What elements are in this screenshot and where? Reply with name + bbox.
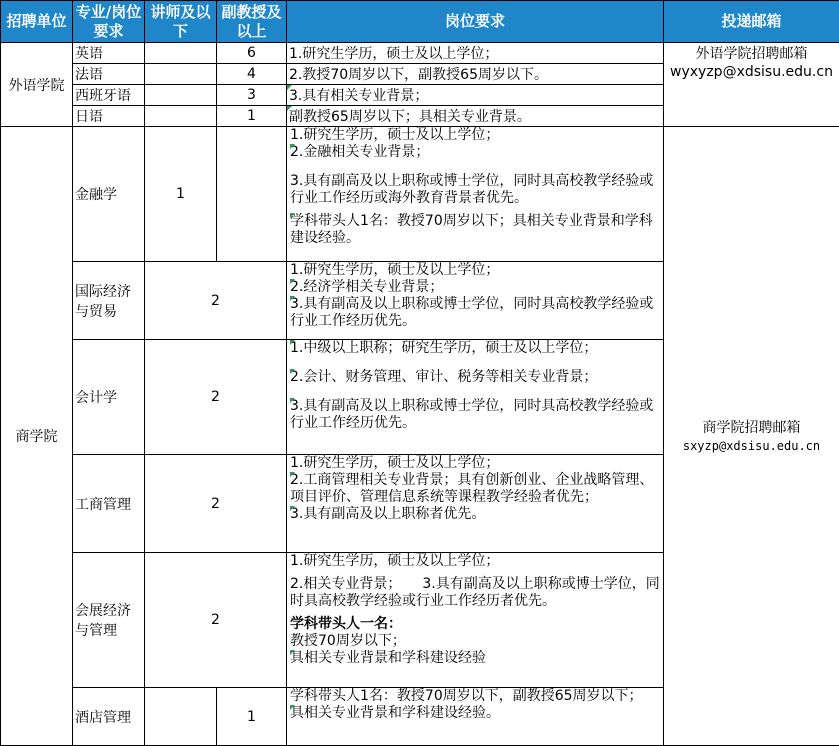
lecturer-count bbox=[145, 43, 217, 64]
requirement-line: 2.金融相关专业背景； bbox=[290, 144, 661, 161]
requirement-line: 学科带头人一名： bbox=[290, 616, 661, 633]
associate-count: 1 bbox=[217, 688, 287, 746]
requirement-line: 具相关专业背景和学科建设经验 bbox=[290, 650, 661, 667]
requirement-line: 教授70周岁以下； bbox=[290, 633, 661, 650]
position-count: 2 bbox=[145, 262, 287, 340]
lecturer-count: 1 bbox=[145, 127, 217, 262]
unit-cell: 外语学院 bbox=[1, 43, 73, 127]
lecturer-count bbox=[145, 106, 217, 127]
requirement-cell bbox=[287, 127, 664, 262]
requirement-cell: 1.研究生学历，硕士及以上学位； bbox=[287, 43, 664, 64]
associate-count: 4 bbox=[217, 64, 287, 85]
table-row bbox=[1, 127, 839, 262]
requirement-line: 3.具有副高及以上职称者优先。 bbox=[290, 506, 661, 523]
major-cell: 金融学 bbox=[73, 127, 145, 262]
requirement-line: 1.研究生学历，硕士及以上学位； bbox=[290, 127, 661, 144]
associate-count: 6 bbox=[217, 43, 287, 64]
lecturer-count bbox=[145, 64, 217, 85]
requirement-cell bbox=[287, 262, 664, 340]
header-lecturer: 讲师及以下 bbox=[145, 1, 217, 43]
requirement-line: 具相关专业背景和学科建设经验。 bbox=[290, 705, 661, 722]
requirement-line: 学科带头人1名：教授70周岁以下；具相关专业背景和学科建设经验。 bbox=[290, 213, 661, 247]
unit-cell: 商学院 bbox=[1, 127, 73, 746]
header-major: 专业/岗位要求 bbox=[73, 1, 145, 43]
requirement-line: 2.会计、财务管理、审计、税务等相关专业背景； bbox=[290, 369, 661, 386]
associate-count bbox=[217, 127, 287, 262]
requirement-line: 2.相关专业背景； 3.具有副高及以上职称或博士学位，同时具高校教学经验或行业工作经历者优先。 bbox=[290, 576, 661, 610]
requirement-line: 1.研究生学历，硕士及以上学位； bbox=[290, 262, 661, 279]
requirement-line: 3.具有副高及以上职称或博士学位，同时具高校教学经验或行业工作经历优先。 bbox=[290, 398, 661, 432]
requirement-line: 3.具有副高及以上职称或博士学位，同时具高校教学经验或行业工作经历或海外教育背景者优先。 bbox=[290, 173, 661, 207]
requirement-line: 1.研究生学历，硕士及以上学位； bbox=[290, 455, 661, 472]
table-row bbox=[1, 43, 839, 64]
email-address[interactable]: sxyzp@xdsisu.edu.cn bbox=[666, 437, 837, 455]
header-requirements: 岗位要求 bbox=[287, 1, 664, 43]
associate-count: 3 bbox=[217, 85, 287, 106]
header-row bbox=[1, 1, 839, 43]
lecturer-count bbox=[145, 85, 217, 106]
email-cell bbox=[664, 43, 839, 127]
major-cell: 会展经济与管理 bbox=[73, 553, 145, 688]
major-cell: 西班牙语 bbox=[73, 85, 145, 106]
position-count: 2 bbox=[145, 340, 287, 455]
requirement-line: 2.工商管理相关专业背景；具有创新创业、企业战略管理、项目评价、管理信息系统等课程教学经验者优先； bbox=[290, 472, 661, 506]
position-count: 2 bbox=[145, 455, 287, 553]
requirement-cell bbox=[287, 688, 664, 746]
header-associate: 副教授及以上 bbox=[217, 1, 287, 43]
email-cell bbox=[664, 127, 839, 746]
major-cell: 国际经济与贸易 bbox=[73, 262, 145, 340]
requirement-line: 3.具有副高及以上职称或博士学位，同时具高校教学经验或行业工作经历优先。 bbox=[290, 296, 661, 330]
requirement-cell bbox=[287, 340, 664, 455]
header-unit: 招聘单位 bbox=[1, 1, 73, 43]
requirement-line: 学科带头人1名：教授70周岁以下，副教授65周岁以下； bbox=[290, 688, 661, 705]
major-cell: 日语 bbox=[73, 106, 145, 127]
requirement-cell: 3.具有相关专业背景； bbox=[287, 85, 664, 106]
major-cell: 酒店管理 bbox=[73, 688, 145, 746]
requirement-line: 1.研究生学历，硕士及以上学位； bbox=[290, 553, 661, 570]
major-cell: 工商管理 bbox=[73, 455, 145, 553]
requirement-cell: 2.教授70周岁以下，副教授65周岁以下。 bbox=[287, 64, 664, 85]
requirement-cell bbox=[287, 553, 664, 688]
major-cell: 法语 bbox=[73, 64, 145, 85]
requirement-cell bbox=[287, 455, 664, 553]
requirement-line: 2.经济学相关专业背景； bbox=[290, 279, 661, 296]
header-email: 投递邮箱 bbox=[664, 1, 839, 43]
major-cell: 英语 bbox=[73, 43, 145, 64]
lecturer-count bbox=[145, 688, 217, 746]
email-label: 商学院招聘邮箱 bbox=[666, 419, 837, 437]
requirement-cell: 副教授65周岁以下；具相关专业背景。 bbox=[287, 106, 664, 127]
associate-count: 1 bbox=[217, 106, 287, 127]
position-count: 2 bbox=[145, 553, 287, 688]
requirement-line: 1.中级以上职称；研究生学历，硕士及以上学位； bbox=[290, 340, 661, 357]
major-cell: 会计学 bbox=[73, 340, 145, 455]
email-address[interactable]: wyxyzp@xdsisu.edu.cn bbox=[666, 63, 837, 81]
email-label: 外语学院招聘邮箱 bbox=[666, 45, 837, 63]
